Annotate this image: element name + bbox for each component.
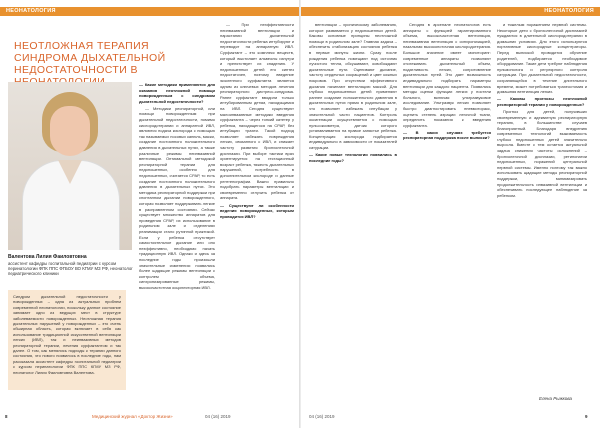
author-name: Валентова Лилия Фаиловтовна — [8, 254, 87, 260]
answer: Прогноз для детей, получивших своевременную и адекватную респираторную терапию, в большинстве случаев благоприятный. Благодаря внедрению современных технологий выживаемость глубоко недоношенных детей значительно выросла. Вместе с тем остается актуальной задача снижения частоты осложнений – бронхолегочной дисплазии, ретинопатии недоношенных, поражений центральной нервной системы. Именно поэтому так важно использовать щадящие методы респираторной поддержки, минимизировать продолжительность инвазивной вентиляции и обеспечивать последующее наблюдение за ребенком. — [497, 108, 587, 198]
question: — В каких случаях требуется респираторная поддержка после выписки? — [403, 129, 491, 141]
page-num: 8 — [5, 414, 8, 419]
question: — Какие методики применяются для оказания неотложной помощи новорожденным с синдромом дыхательной недостаточности? — [139, 82, 215, 104]
answer: — Методики респираторной, или помощи новорожденным при дыхательной недостаточности, помимо кислородотерапии и аппаратной ИВЛ, являются подача кислорода с помощью так называемых носовых канюль, маски, создание постоянного положительного давления в дыхательных путях, а также различные режимы неинвазивной вентиляции. Оптимальной методикой респираторной терапии для недоношенных, особенно для недоношенных, считается СРАР, то есть создание постоянного положительного давления в дыхательных путях. Это методика респираторной поддержки при спонтанном дыхании новорожденного, которая позволяет поддерживать легкие в расправленном состоянии. Сейчас существует множество аппаратов для проведения СРАР, их использование в родильном зале и отделениях реанимации стало рутинной практикой. Если у ребенка отсутствует самостоятельное дыхание или оно неэффективно, необходимо начать традиционную ИВЛ. Однако и здесь за последние годы произошли значительные изменения: появились более щадящие режимы вентиляции с контролем объема, синхронизированные режимы, высокочастотная осцилляторная ИВЛ. — [139, 105, 215, 290]
page-number — [5, 414, 8, 419]
question: — Какие новые технологии появились в последние годы? — [309, 152, 397, 163]
answer: — При неэффективности неинвазивной вентиляции и нарастании дыхательной недостаточности ребенка интубируют и переводят на аппаратную ИВЛ. Сурфактант – это комплекс веществ, который выстилает альвеолы изнутри и препятствует их спадению. У недоношенных детей его синтез недостаточен, поэтому введение экзогенного сурфактанта является одним из ключевых методов лечения респираторного дистресс-синдрома. Ранее сурфактант вводили только интубированным детям, находящимся на ИВЛ. Сегодня существуют малоинвазивные методики введения сурфактанта – через тонкий катетер у ребенка, находящегося на СРАР, без интубации трахеи. Такой подход позволяет избежать повреждения легких, связанного с ИВЛ, и снижает частоту развития бронхолегочной дисплазии. При выборе тактики врач ориентируется на гестационный возраст ребенка, тяжесть дыхательных нарушений, потребность в дополнительном кислороде и данные рентгенографии. Важно правильно подобрать параметры вентиляции и своевременно отлучить ребенка от аппарата. — [220, 22, 294, 201]
page-num: 9 — [585, 414, 588, 419]
issue-label: 04 (16) 2019 — [309, 414, 335, 419]
answer: и тяжелым поражением нервной системы. Некоторые дети с бронхолегочной дисплазией нуждаются в длительной кислородотерапии в домашних условиях. Для этого используются портативные кислородные концентраторы. Перед выпиской проводится обучение родителей, подбирается необходимое оборудование. Такие дети требуют наблюдения пульмонолога и регулярного контроля сатурации. При дыхательной недостаточности, сохраняющейся в течение длительного времени, может потребоваться трахеостомия и домашняя вентиляция легких. — [497, 22, 587, 95]
section-label: НЕОНАТОЛОГИЯ — [0, 7, 299, 16]
issue-label: 04 (16) 2019 — [205, 414, 231, 419]
right-page — [301, 0, 600, 428]
text-column-2 — [220, 22, 294, 408]
intro-box: Синдром дыхательной недостаточности у новорожденных – одна из актуальных проблем современной неонатологии, поскольку данное состояние занимает одно из ведущих мест в структуре заболеваемости новорожденных. Неотложная терапия дыхательных нарушений у новорожденных – это очень обширная область, которая включает в себя как использование традиционной искусственной вентиляции легких (ИВЛ), так и неинвазивных методов респираторной терапии, лечения сурфактантом и так далее. О том, как менялись подходы к терапии данного состояния, что нового появилось в последние годы, нам рассказала ассистент кафедры госпитальной педиатрии с курсом перинатологии ФПК ППС КГМУ МЗ РФ, неонатолог Лилия Фаиловтовна Валентова. — [8, 290, 126, 390]
face-shape — [50, 106, 90, 156]
author-signature: Елена Рыжкова — [539, 396, 573, 401]
left-page — [0, 0, 299, 428]
question: — Каковы прогнозы неотложной респираторной терапии у новорожденных? — [497, 96, 587, 107]
author-photo — [8, 82, 132, 250]
text-column-2 — [403, 22, 491, 408]
answer: Сегодня в арсенале неонатологов есть аппараты с функцией гарантированного объема, высокочастотная вентиляция, неинвазивная вентиляция с синхронизацией, назальная высокопоточная кислородотерапия. Большое значение имеет мониторинг: современные аппараты позволяют отслеживать дыхательный объем, податливость легких, сопротивление дыхательных путей. Это дает возможность индивидуально подбирать параметры вентиляции для каждого пациента. Появились методы оценки функции легких у постели больного, включая ультразвуковое исследование. Ультразвук легких позволяет быстро диагностировать пневмоторакс, оценить степень аэрации легочной ткани, определить показания к введению сурфактанта. — [403, 22, 491, 128]
answer: вентиляции – хроническому заболеванию, которое развивается у недоношенных детей. Каковы основные принципы неотложной помощи в родильном зале? Главная задача – обеспечить стабилизацию состояния ребенка в первые минуты жизни. Сразу после рождения ребенка помещают под источник лучистого тепла, обсушивают, освобождают дыхательные пути. Оценивают дыхание, частоту сердечных сокращений и цвет кожных покровов. При отсутствии эффективного дыхания начинают вентиляцию маской. Для глубоко недоношенных детей применяют раннее создание положительного давления в дыхательных путях прямо в родильном зале, что позволяет избежать интубации у значительной части пациентов. Контроль оксигенации осуществляется с помощью пульсоксиметра, датчик которого устанавливается на правое запястье ребенка. Концентрация кислорода подбирается индивидуально в зависимости от показателей сатурации. — [309, 22, 397, 151]
text-column-1 — [139, 82, 215, 408]
author-role: ассистент кафедры госпитальной педиатрии с курсом перинатологии ФПК ППС ФГБОУ ВО КГМУ МЗ РФ, неонатолог педиатрического клиники — [8, 261, 133, 277]
section-label: НЕОНАТОЛОГИЯ — [301, 7, 600, 16]
text-column-3 — [497, 22, 587, 392]
page-number — [585, 414, 588, 419]
question: — Существуют ли особенности ведения новорожденных, которым проводится ИВЛ? — [220, 202, 294, 219]
text-column-1 — [309, 22, 397, 408]
article-headline: НЕОТЛОЖНАЯ ТЕРАПИЯ СИНДРОМА ДЫХАТЕЛЬНОЙ НЕДОСТАТОЧНОСТИ В — [14, 40, 166, 76]
journal-title: Медицинский журнал «Доктор Жизни» — [92, 414, 173, 419]
